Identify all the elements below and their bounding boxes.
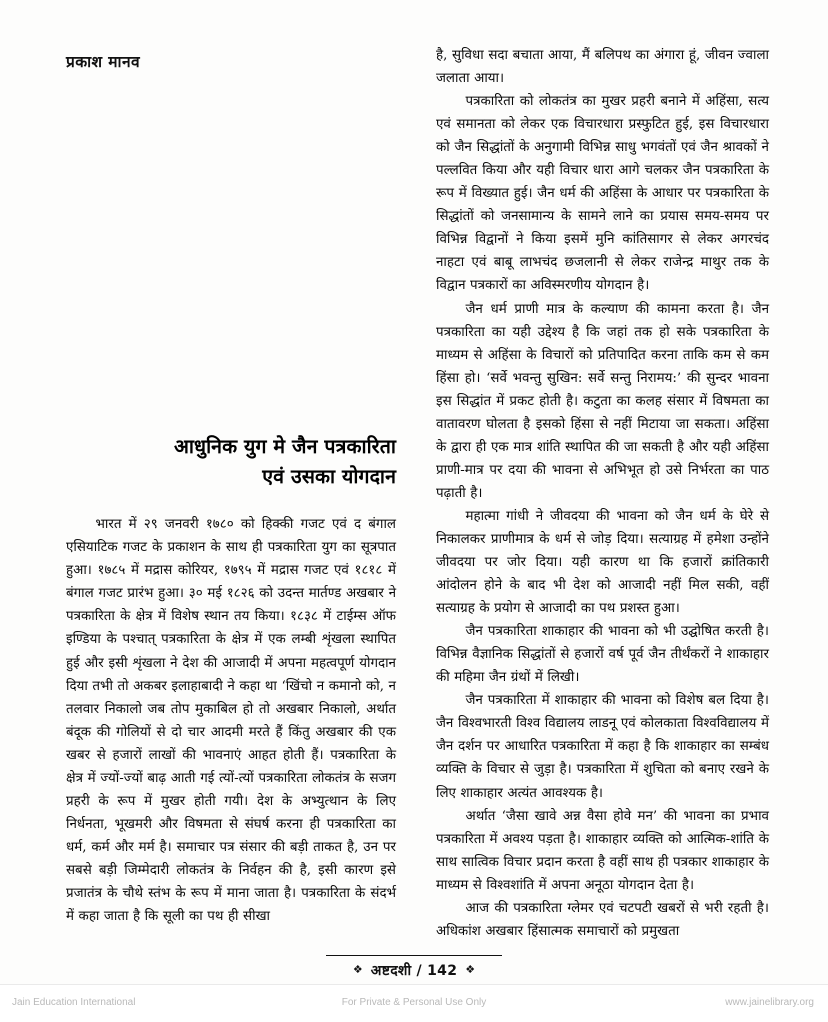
paragraph: जैन पत्रकारिता में शाकाहार की भावना को विशेष बल दिया है। जैन विश्वभारती विश्व विद्यालय लाडनू एवं कोलकाता विश्वविद्यालय में जैन दर्शन पर आधारित पत्रकारिता में कहा है कि शाकाहार का सम्बंध व्यक्ति के विचार से जुड़ा है। पत्रकारिता में शुचिता को बनाए रखने के लिए शाकाहार अत्यंत आवश्यक है। (436, 693, 769, 801)
two-column-body (66, 44, 770, 944)
article-title (66, 432, 396, 491)
folio (353, 961, 475, 980)
article-title-line-2: एवं उसका योगदान (262, 464, 396, 488)
article-title-line-1: आधुनिक युग मे जैन पत्रकारिता (173, 435, 396, 458)
scan-usage-notice: For Private & Personal Use Only (341, 997, 487, 1008)
page-number: अष्टदशी / 142 (370, 963, 458, 979)
diamond-ornament-right-icon: ❖ (465, 963, 476, 976)
footer-divider (326, 955, 502, 956)
paragraph: भारत में २९ जनवरी १७८० को हिक्की गजट एवं द बंगाल एसियाटिक गजट के प्रकाशन के साथ ही पत्रकारिता युग का सूत्रपात हुआ। १७८५ में मद्रास कोरियर, १७९५ में मद्रास गजट एवं १८१८ में बंगाल गजट प्रारंभ हुआ। ३० मई १८२६ को उदन्त मार्तण्ड अखबार ने पत्रकारिता के क्षेत्र में विशेष स्थान तय किया। १८३८ में टाईम्स ऑफ इण्डिया के पश्चात् पत्रकारिता के क्षेत्र में एक लम्बी शृंखला स्थापित हुई और इसी शृंखला ने देश की आजादी में अपना महत्वपूर्ण योगदान दिया तभी तो अकबर इलाहाबादी ने कहा था ‘खिंचो न कमानो को, न तलवार निकालो जब तोप मुकाबिल हो तो अखबार निकालो, अर्थात बंदूक की गोलियों से दो चार आदमी मरते हैं किंतु अखबार की एक खबर से हजारों लाखों की भावनाएं आहत होती हैं। पत्रकारिता के क्षेत्र में ज्यों-ज्यों बाढ़ आती गई त्यों-त्यों पत्रकारिता लोकतंत्र के सजग प्रहरी के रूप में मुखर होती गयी। देश के अभ्युत्थान के लिए निर्धनता, भूखमरी और विषमता से संघर्ष करना ही पत्रकारिता का धर्म, कर्म और मर्म है। समाचार पत्र संसार की बड़ी ताकत है, उन पर सबसे बड़ी जिम्मेदारी लोकतंत्र के निर्वहन की है, इसी कारण इसे प्रजातंत्र के चौथे स्तंभ के रूप में माना जाता है। पत्रकारिता के संदर्भ में कहा जाता है कि सूली का पथ ही सीखा (66, 517, 396, 925)
paragraph: है, सुविधा सदा बचाता आया, मैं बलिपथ का अंगारा हूं, जीवन ज्वाला जलाता आया। (436, 48, 769, 87)
scan-attribution-bar (0, 984, 828, 1022)
paragraph: अर्थात ‘जैसा खावे अन्न वैसा होवे मन’ की भावना का प्रभाव पत्रकारिता में अवश्य पड़ता है। शाकाहार व्यक्ति को आत्मिक-शांति के साथ सात्विक विचार प्रदान करता है वहीं साथ ही पत्रकार शाकाहार के माध्यम से विश्वशांति में अपना अनूठा योगदान देता है। (436, 808, 769, 893)
paragraph: जैन धर्म प्राणी मात्र के कल्याण की कामना करता है। जैन पत्रकारिता का यही उद्देश्य है कि जहां तक हो सके पत्रकारिता के माध्यम से अहिंसा के विचारों को प्रतिपादित करना ताकि कम से कम हिंसा हो। ‘सर्वे भवन्तु सुखिन: सर्वे सन्तु निरामय:’ की सुन्दर भावना इस सिद्धांत में प्रकट होती है। कटुता का कलह संसार में विषमता का वातावरण घोलता है इसको हिंसा से नहीं मिटाया जा सकता। अहिंसा के द्वारा ही एक मात्र शांति स्थापित की जा सकती है और यही अहिंसा प्राणी-मात्र पर दया की भावना से अभिभूत हो उसे निर्भरता का पाठ पढ़ाती है। (436, 301, 769, 501)
paragraph: पत्रकारिता को लोकतंत्र का मुखर प्रहरी बनाने में अहिंसा, सत्य एवं समानता को लेकर एक विचारधारा प्रस्फुटित हुई, इस विचारधारा को जैन सिद्धांतों के अनुगामी विभिन्न साधु भगवंतों एवं जैन श्रावकों ने पल्लवित किया और यही विचार धारा आगे चलकर जैन पत्रकारिता के रूप में विख्यात हुई। जैन धर्म की अहिंसा के आधार पर पत्रकारिता के सिद्धांतों को जनसामान्य के सामने लाने का प्रयास समय-समय पर विभिन्न विद्वानों ने किया इसमें मुनि कांतिसागर से लेकर अगरचंद नाहटा एवं बाबू लाभचंद छजलानी से लेकर राजेन्द्र माथुर तक के विद्वान पत्रकारों का अविस्मरणीय योगदान है। (436, 94, 770, 294)
scan-source-label: Jain Education International (12, 997, 136, 1008)
paragraph: जैन पत्रकारिता शाकाहार की भावना को भी उद्घोषित करती है। विभिन्न वैज्ञानिक सिद्धांतों से हजारों वर्ष पूर्व जैन तीर्थंकरों ने शाकाहार की महिमा जैन ग्रंथों में लिखी। (436, 624, 769, 686)
paragraph: आज की पत्रकारिता ग्लेमर एवं चटपटी खबरों से भरी रहती है। अधिकांश अखबार हिंसात्मक समाचारों को प्रमुखता (436, 900, 769, 939)
paragraph: महात्मा गांधी ने जीवदया की भावना को जैन धर्म के घेरे से निकालकर प्राणीमात्र के धर्म से जोड़ दिया। सत्याग्रह में हमेशा उन्होंने जीवदया पर जोर दिया। यही कारण था कि हजारों क्रांतिकारी आंदोलन होने के बाद भी देश को आजादी नहीं मिल सकी, वहीं सत्याग्रह के प्रयोग से आजादी का पथ प्रशस्त हुआ। (436, 508, 769, 617)
scan-website-link[interactable]: www.jainelibrary.org (725, 997, 814, 1008)
diamond-ornament-left-icon: ❖ (352, 963, 363, 976)
running-head: प्रकाश मानव (66, 53, 140, 71)
page-footer (0, 955, 828, 980)
